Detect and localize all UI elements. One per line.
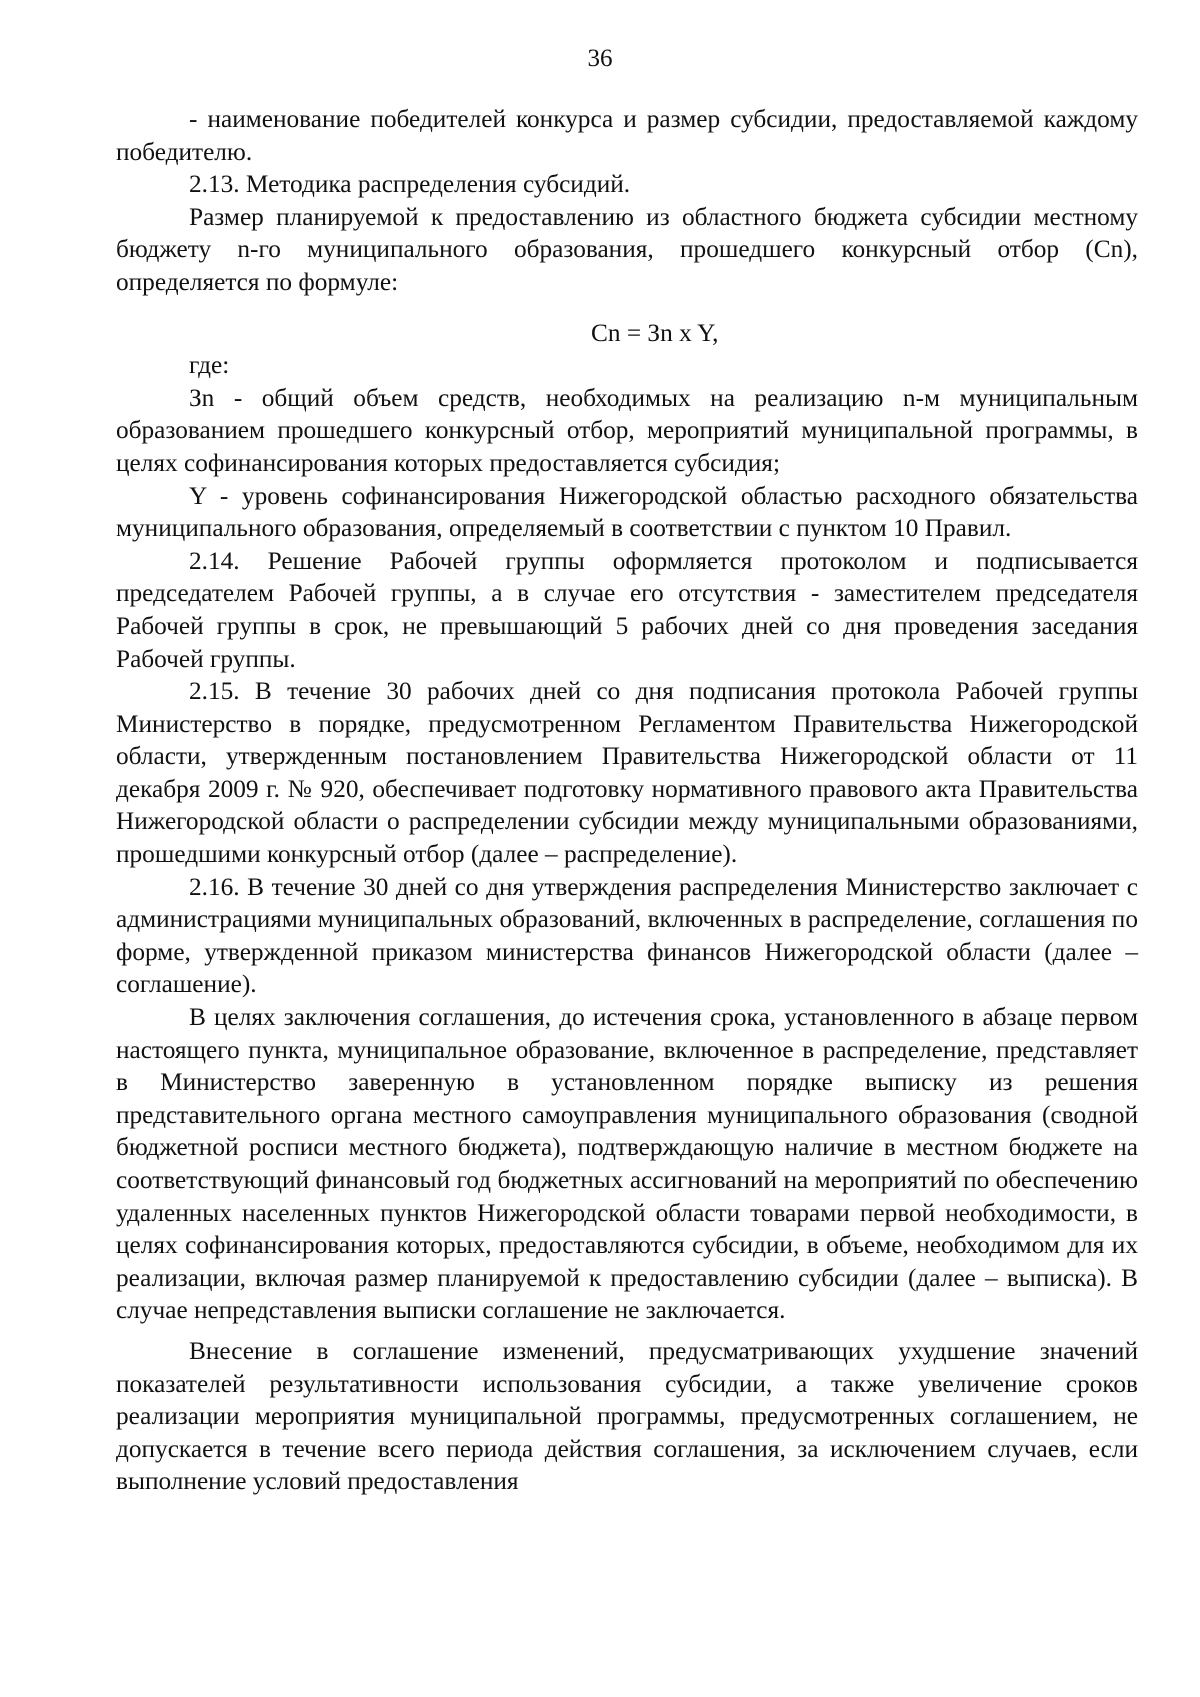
paragraph-section-2-16: 2.16. В течение 30 дней со дня утверждения распределения Министерство заключает с администрациями муниципальных образований, включенных в распределение, соглашения по форме, утвержденной приказом министерства финансов Нижегородской области (далее – соглашение). xyxy=(116,872,1138,999)
document-body xyxy=(116,103,1138,1498)
paragraph-section-2-13-heading: 2.13. Методика распределения субсидий. xyxy=(189,170,631,199)
paragraph-where: где: xyxy=(189,351,230,380)
page-number: 36 xyxy=(587,45,613,72)
paragraph-winners-list-item: - наименование победителей конкурса и размер субсидии, предоставляемой каждому победителю. xyxy=(116,105,1138,166)
paragraph-agreement-conclusion: В целях заключения соглашения, до истечения срока, установленного в абзаце первом настоящего пункта, муниципальное образование, включенное в распределение, представляет в Министерство заверенную в установленном порядке выписку из решения представительного органа местного самоуправления муниципального образования (сводной бюджетной росписи местного бюджета), подтверждающую наличие в местном бюджете на соответствующий финансовый год бюджетных ассигнований на мероприятий по обеспечению удаленных населенных пунктов Нижегородской области товарами первой необходимости, в целях софинансирования которых, предоставляются субсидии, в объеме, необходимом для их реализации, включая размер планируемой к предоставлению субсидии (далее – выписка). В случае непредставления выписки соглашение не заключается. xyxy=(116,1003,1138,1325)
paragraph-zn-definition: Зn - общий объем средств, необходимых на реализацию n-м муниципальным образованием прошедшего конкурсный отбор, мероприятий муниципальной программы, в целях софинансирования которых предоставляется субсидия; xyxy=(116,383,1138,477)
paragraph-section-2-14: 2.14. Решение Рабочей группы оформляется протоколом и подписывается председателем Рабочей группы, а в случае его отсутствия - заместителем председателя Рабочей группы в срок, не превышающий 5 рабочих дней со дня проведения заседания Рабочей группы. xyxy=(116,546,1138,673)
paragraph-subsidy-size-definition: Размер планируемой к предоставлению из областного бюджета субсидии местному бюджету n-го муниципального образования, прошедшего конкурсный отбор (Cn), определяется по формуле: xyxy=(116,202,1138,296)
paragraph-agreement-changes: Внесение в соглашение изменений, предусматривающих ухудшение значений показателей результативности использования субсидии, а также увеличение сроков реализации мероприятия муниципальной программы, предусмотренных соглашением, не допускается в течение всего периода действия соглашения, за исключением случаев, если выполнение условий предоставления xyxy=(116,1336,1138,1496)
paragraph-section-2-15: 2.15. В течение 30 рабочих дней со дня подписания протокола Рабочей группы Министерство в порядке, предусмотренном Регламентом Правительства Нижегородской области, утвержденным постановлением Правительства Нижегородской области от 11 декабря 2009 г. № 920, обеспечивает подготовку нормативного правового акта Правительства Нижегородской области о распределении субсидии между муниципальными образованиями, прошедшими конкурсный отбор (далее – распределение). xyxy=(116,677,1138,869)
paragraph-y-definition: Y - уровень софинансирования Нижегородской областью расходного обязательства муниципального образования, определяемый в соответствии с пунктом 10 Правил. xyxy=(116,481,1138,543)
formula: Cn = Зn x Y, xyxy=(591,318,719,347)
